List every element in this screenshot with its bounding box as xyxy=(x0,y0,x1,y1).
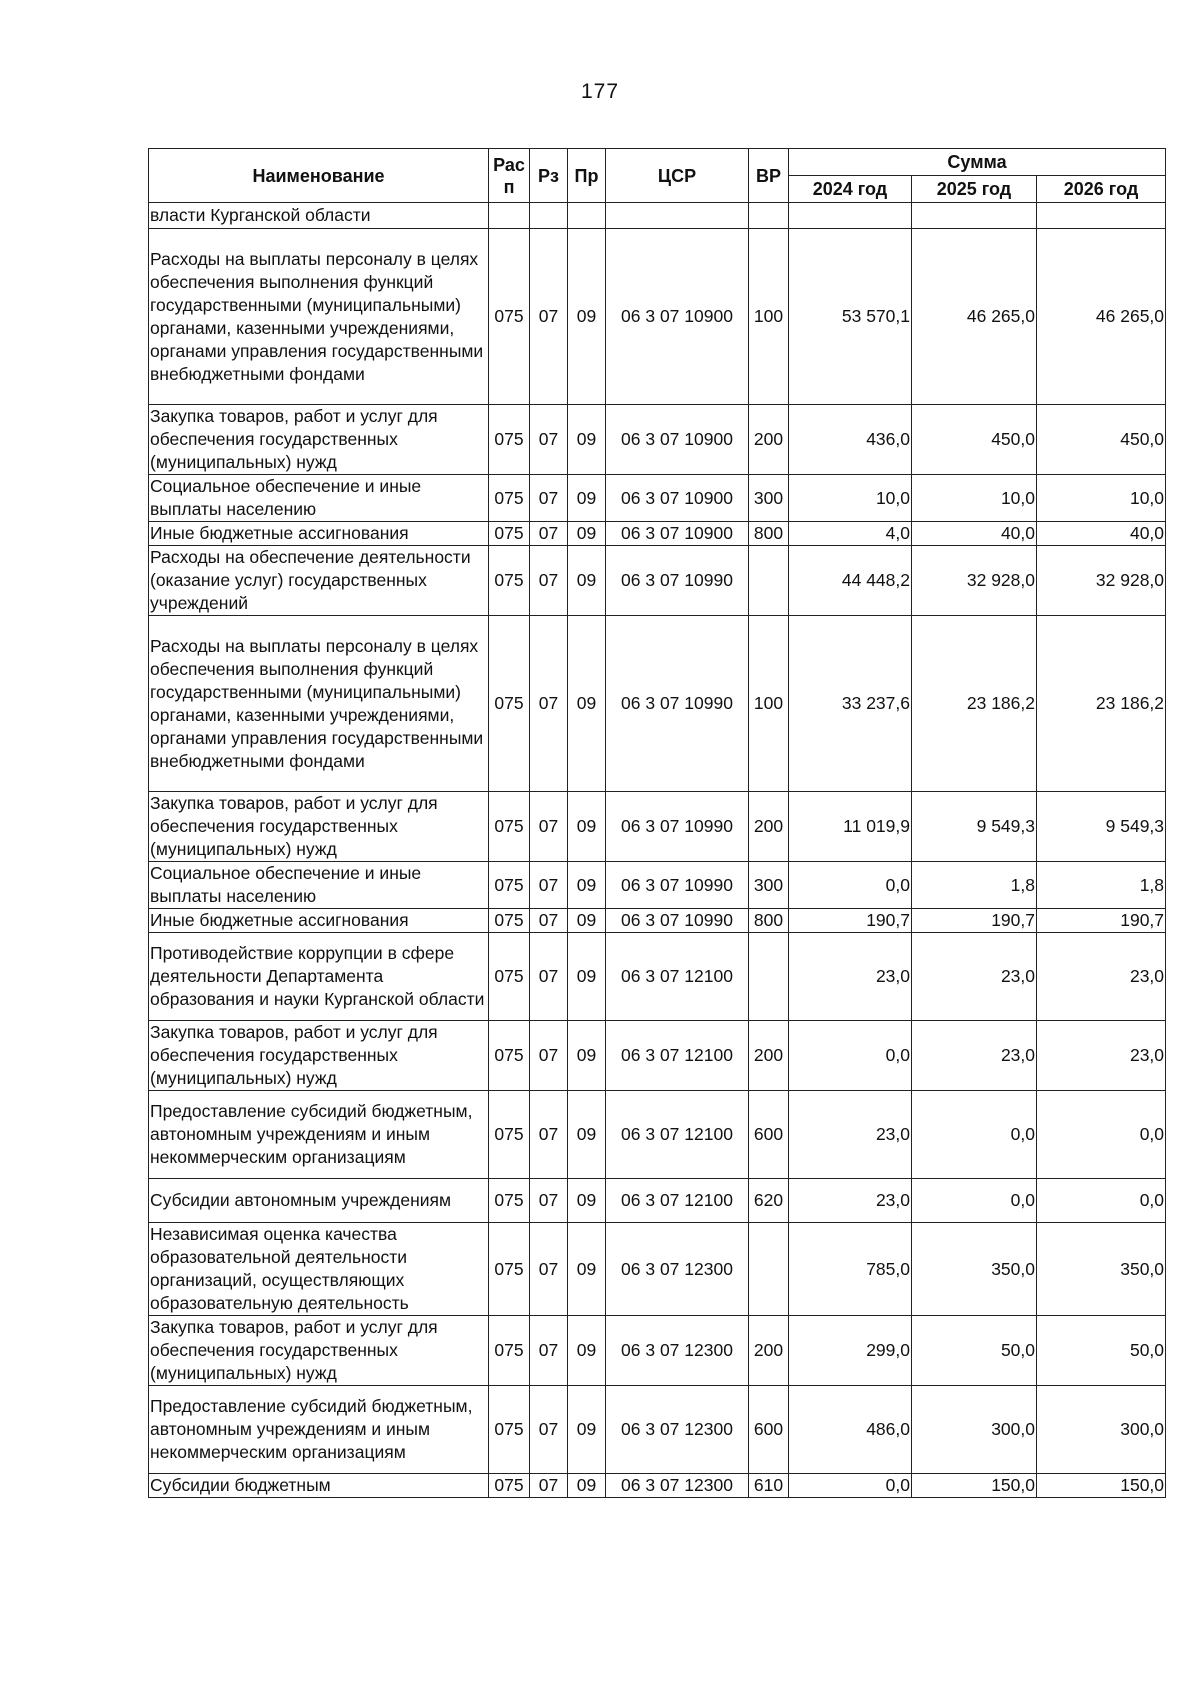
table-body xyxy=(149,203,1166,1498)
row-rz: 07 xyxy=(530,1223,568,1316)
row-sum-2024: 23,0 xyxy=(789,1091,912,1179)
header-pr: Пр xyxy=(568,149,606,203)
row-name: Социальное обеспечение и иные выплаты населению xyxy=(149,862,489,909)
row-csr: 06 3 07 12300 xyxy=(606,1316,749,1386)
row-rz: 07 xyxy=(530,405,568,475)
row-sum-2026: 9 549,3 xyxy=(1037,792,1166,862)
row-sum-2024: 44 448,2 xyxy=(789,546,912,616)
row-sum-2024: 23,0 xyxy=(789,1179,912,1223)
row-csr: 06 3 07 12100 xyxy=(606,1021,749,1091)
row-pr: 09 xyxy=(568,405,606,475)
row-sum-2025: 46 265,0 xyxy=(912,229,1037,405)
row-pr: 09 xyxy=(568,1223,606,1316)
row-sum-2025: 23,0 xyxy=(912,1021,1037,1091)
row-vr: 100 xyxy=(749,229,789,405)
row-sum-2026: 150,0 xyxy=(1037,1474,1166,1498)
row-rasp: 075 xyxy=(489,522,530,546)
row-name: Закупка товаров, работ и услуг для обеспечения государственных (муниципальных) нужд xyxy=(149,1021,489,1091)
header-year-2025: 2025 год xyxy=(912,176,1037,203)
row-pr: 09 xyxy=(568,1179,606,1223)
row-pr: 09 xyxy=(568,546,606,616)
table-row xyxy=(149,933,1166,1021)
row-csr: 06 3 07 12300 xyxy=(606,1223,749,1316)
row-vr: 200 xyxy=(749,1021,789,1091)
row-rasp: 075 xyxy=(489,1179,530,1223)
row-sum-2024: 23,0 xyxy=(789,933,912,1021)
table-row xyxy=(149,616,1166,792)
row-name: Расходы на обеспечение деятельности (оказание услуг) государственных учреждений xyxy=(149,546,489,616)
row-sum-2025: 1,8 xyxy=(912,862,1037,909)
row-rasp: 075 xyxy=(489,616,530,792)
row-pr: 09 xyxy=(568,522,606,546)
table-row xyxy=(149,1179,1166,1223)
row-csr xyxy=(606,203,749,229)
row-sum-2025: 150,0 xyxy=(912,1474,1037,1498)
row-sum-2026: 0,0 xyxy=(1037,1091,1166,1179)
row-rasp: 075 xyxy=(489,405,530,475)
header-csr: ЦСР xyxy=(606,149,749,203)
row-sum-2026: 46 265,0 xyxy=(1037,229,1166,405)
row-sum-2025: 350,0 xyxy=(912,1223,1037,1316)
row-sum-2026: 190,7 xyxy=(1037,909,1166,933)
table-row xyxy=(149,1223,1166,1316)
row-sum-2026: 23,0 xyxy=(1037,1021,1166,1091)
page-number: 177 xyxy=(580,80,620,103)
row-rz: 07 xyxy=(530,1474,568,1498)
row-sum-2026: 0,0 xyxy=(1037,1179,1166,1223)
row-csr: 06 3 07 10990 xyxy=(606,792,749,862)
row-pr: 09 xyxy=(568,1316,606,1386)
row-pr: 09 xyxy=(568,229,606,405)
row-rasp: 075 xyxy=(489,1223,530,1316)
table-row xyxy=(149,203,1166,229)
row-rasp xyxy=(489,203,530,229)
row-vr xyxy=(749,546,789,616)
row-csr: 06 3 07 10900 xyxy=(606,475,749,522)
row-rz: 07 xyxy=(530,546,568,616)
row-sum-2025: 10,0 xyxy=(912,475,1037,522)
header-name: Наименование xyxy=(149,149,489,203)
row-sum-2025: 190,7 xyxy=(912,909,1037,933)
row-sum-2025: 50,0 xyxy=(912,1316,1037,1386)
row-vr xyxy=(749,203,789,229)
table-row xyxy=(149,1021,1166,1091)
row-rz: 07 xyxy=(530,1386,568,1474)
row-name: Субсидии бюджетным xyxy=(149,1474,489,1498)
row-sum-2024: 0,0 xyxy=(789,1474,912,1498)
table-row xyxy=(149,546,1166,616)
row-sum-2026 xyxy=(1037,203,1166,229)
table-row xyxy=(149,405,1166,475)
row-rz: 07 xyxy=(530,475,568,522)
table-row xyxy=(149,1091,1166,1179)
row-csr: 06 3 07 12100 xyxy=(606,1179,749,1223)
row-sum-2025: 0,0 xyxy=(912,1179,1037,1223)
row-pr: 09 xyxy=(568,909,606,933)
row-sum-2026: 350,0 xyxy=(1037,1223,1166,1316)
table-row xyxy=(149,1316,1166,1386)
row-pr: 09 xyxy=(568,933,606,1021)
row-rasp: 075 xyxy=(489,909,530,933)
row-sum-2024: 11 019,9 xyxy=(789,792,912,862)
table-row xyxy=(149,475,1166,522)
row-sum-2025: 0,0 xyxy=(912,1091,1037,1179)
row-sum-2025: 450,0 xyxy=(912,405,1037,475)
row-rasp: 075 xyxy=(489,933,530,1021)
row-rz: 07 xyxy=(530,229,568,405)
table-row xyxy=(149,522,1166,546)
row-vr: 620 xyxy=(749,1179,789,1223)
row-name: власти Курганской области xyxy=(149,203,489,229)
header-rasp: Рас п xyxy=(489,149,530,203)
row-sum-2026: 23,0 xyxy=(1037,933,1166,1021)
row-rz: 07 xyxy=(530,792,568,862)
row-sum-2024: 4,0 xyxy=(789,522,912,546)
row-sum-2024: 299,0 xyxy=(789,1316,912,1386)
row-sum-2026: 50,0 xyxy=(1037,1316,1166,1386)
row-csr: 06 3 07 10900 xyxy=(606,522,749,546)
budget-table xyxy=(148,148,1166,1498)
row-csr: 06 3 07 12300 xyxy=(606,1474,749,1498)
row-name: Предоставление субсидий бюджетным, автономным учреждениям и иным некоммерческим организациям xyxy=(149,1386,489,1474)
row-rasp: 075 xyxy=(489,1474,530,1498)
header-rz: Рз xyxy=(530,149,568,203)
table-row xyxy=(149,1386,1166,1474)
row-pr: 09 xyxy=(568,1021,606,1091)
row-csr: 06 3 07 12100 xyxy=(606,1091,749,1179)
row-sum-2024: 436,0 xyxy=(789,405,912,475)
row-csr: 06 3 07 10990 xyxy=(606,909,749,933)
header-sum: Сумма xyxy=(789,149,1166,176)
row-name: Закупка товаров, работ и услуг для обеспечения государственных (муниципальных) нужд xyxy=(149,1316,489,1386)
row-name: Закупка товаров, работ и услуг для обеспечения государственных (муниципальных) нужд xyxy=(149,792,489,862)
row-vr: 200 xyxy=(749,792,789,862)
row-name: Противодействие коррупции в сфере деятельности Департамента образования и науки Курганской области xyxy=(149,933,489,1021)
table-row xyxy=(149,1474,1166,1498)
row-sum-2024: 0,0 xyxy=(789,1021,912,1091)
row-sum-2025: 300,0 xyxy=(912,1386,1037,1474)
table-row xyxy=(149,909,1166,933)
row-rz: 07 xyxy=(530,1021,568,1091)
row-sum-2025: 23,0 xyxy=(912,933,1037,1021)
row-vr: 300 xyxy=(749,862,789,909)
row-vr: 200 xyxy=(749,405,789,475)
row-rasp: 075 xyxy=(489,229,530,405)
row-rasp: 075 xyxy=(489,1021,530,1091)
row-sum-2026: 300,0 xyxy=(1037,1386,1166,1474)
table-row xyxy=(149,862,1166,909)
header-year-2026: 2026 год xyxy=(1037,176,1166,203)
row-csr: 06 3 07 12300 xyxy=(606,1386,749,1474)
table-header xyxy=(149,149,1166,203)
row-rasp: 075 xyxy=(489,1091,530,1179)
row-pr: 09 xyxy=(568,616,606,792)
row-sum-2024: 10,0 xyxy=(789,475,912,522)
row-sum-2025: 23 186,2 xyxy=(912,616,1037,792)
row-sum-2026: 1,8 xyxy=(1037,862,1166,909)
row-vr: 800 xyxy=(749,522,789,546)
row-rz: 07 xyxy=(530,909,568,933)
row-rz xyxy=(530,203,568,229)
row-csr: 06 3 07 10900 xyxy=(606,405,749,475)
row-sum-2024: 486,0 xyxy=(789,1386,912,1474)
row-vr: 610 xyxy=(749,1474,789,1498)
row-sum-2026: 10,0 xyxy=(1037,475,1166,522)
row-rasp: 075 xyxy=(489,792,530,862)
row-rasp: 075 xyxy=(489,862,530,909)
row-csr: 06 3 07 10990 xyxy=(606,862,749,909)
row-sum-2026: 23 186,2 xyxy=(1037,616,1166,792)
row-name: Социальное обеспечение и иные выплаты населению xyxy=(149,475,489,522)
row-vr: 600 xyxy=(749,1091,789,1179)
row-sum-2024: 33 237,6 xyxy=(789,616,912,792)
row-rz: 07 xyxy=(530,1091,568,1179)
row-name: Иные бюджетные ассигнования xyxy=(149,522,489,546)
row-sum-2026: 32 928,0 xyxy=(1037,546,1166,616)
row-pr: 09 xyxy=(568,792,606,862)
row-vr: 100 xyxy=(749,616,789,792)
row-name: Предоставление субсидий бюджетным, автономным учреждениям и иным некоммерческим организациям xyxy=(149,1091,489,1179)
row-rz: 07 xyxy=(530,933,568,1021)
row-pr: 09 xyxy=(568,1091,606,1179)
row-sum-2025: 40,0 xyxy=(912,522,1037,546)
row-name: Расходы на выплаты персоналу в целях обеспечения выполнения функций государственными (муниципальными) органами, казенными учреждениями, органами управления государственными внебюджетными фондами xyxy=(149,616,489,792)
row-vr: 200 xyxy=(749,1316,789,1386)
row-rz: 07 xyxy=(530,862,568,909)
row-name: Иные бюджетные ассигнования xyxy=(149,909,489,933)
row-rz: 07 xyxy=(530,522,568,546)
row-pr: 09 xyxy=(568,1386,606,1474)
row-name: Закупка товаров, работ и услуг для обеспечения государственных (муниципальных) нужд xyxy=(149,405,489,475)
row-name: Независимая оценка качества образовательной деятельности организаций, осуществляющих образовательную деятельность xyxy=(149,1223,489,1316)
table-row xyxy=(149,229,1166,405)
row-sum-2025: 32 928,0 xyxy=(912,546,1037,616)
row-rz: 07 xyxy=(530,1316,568,1386)
row-vr: 800 xyxy=(749,909,789,933)
row-name: Субсидии автономным учреждениям xyxy=(149,1179,489,1223)
row-vr: 600 xyxy=(749,1386,789,1474)
row-sum-2024: 190,7 xyxy=(789,909,912,933)
row-sum-2024: 53 570,1 xyxy=(789,229,912,405)
row-rz: 07 xyxy=(530,1179,568,1223)
row-rasp: 075 xyxy=(489,475,530,522)
row-csr: 06 3 07 10990 xyxy=(606,616,749,792)
row-csr: 06 3 07 10900 xyxy=(606,229,749,405)
row-rasp: 075 xyxy=(489,1316,530,1386)
row-sum-2024: 0,0 xyxy=(789,862,912,909)
row-pr: 09 xyxy=(568,862,606,909)
header-vr: ВР xyxy=(749,149,789,203)
row-pr xyxy=(568,203,606,229)
row-csr: 06 3 07 12100 xyxy=(606,933,749,1021)
row-pr: 09 xyxy=(568,475,606,522)
row-rz: 07 xyxy=(530,616,568,792)
row-pr: 09 xyxy=(568,1474,606,1498)
row-sum-2025: 9 549,3 xyxy=(912,792,1037,862)
row-vr xyxy=(749,1223,789,1316)
row-sum-2026: 40,0 xyxy=(1037,522,1166,546)
row-sum-2026: 450,0 xyxy=(1037,405,1166,475)
table-row xyxy=(149,792,1166,862)
row-rasp: 075 xyxy=(489,546,530,616)
row-sum-2024: 785,0 xyxy=(789,1223,912,1316)
row-name: Расходы на выплаты персоналу в целях обеспечения выполнения функций государственными (муниципальными) органами, казенными учреждениями, органами управления государственными внебюджетными фондами xyxy=(149,229,489,405)
row-vr xyxy=(749,933,789,1021)
header-year-2024: 2024 год xyxy=(789,176,912,203)
row-vr: 300 xyxy=(749,475,789,522)
row-csr: 06 3 07 10990 xyxy=(606,546,749,616)
row-sum-2024 xyxy=(789,203,912,229)
row-rasp: 075 xyxy=(489,1386,530,1474)
row-sum-2025 xyxy=(912,203,1037,229)
